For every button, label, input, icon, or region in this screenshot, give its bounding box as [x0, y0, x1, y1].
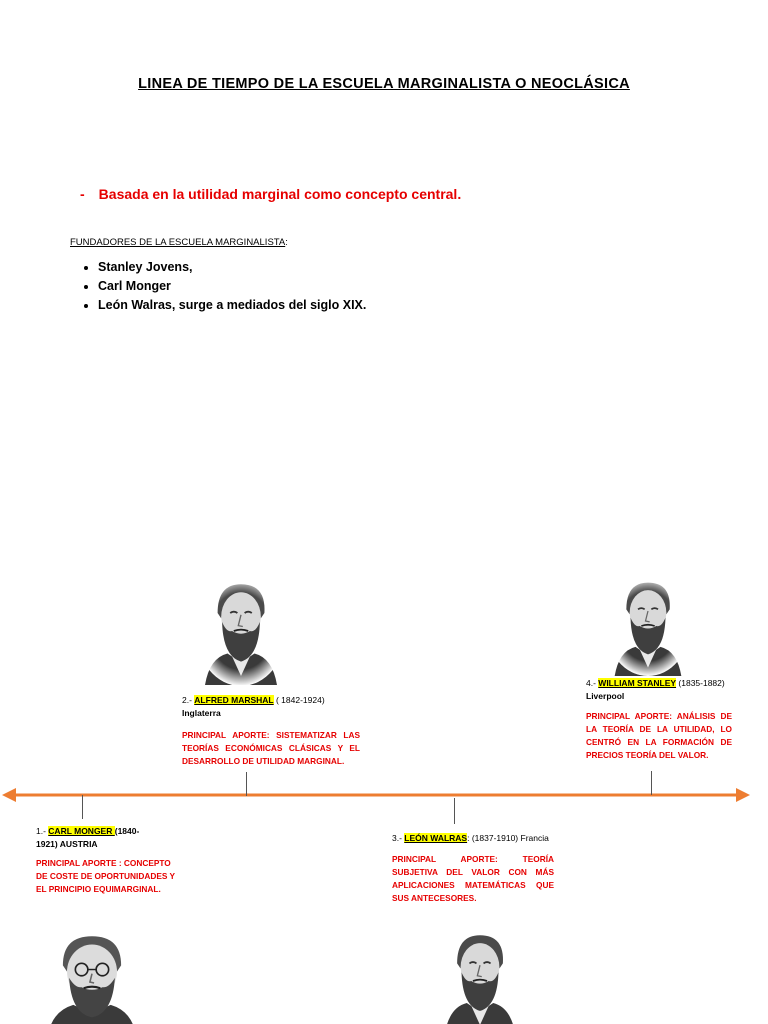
intro-text: Basada en la utilidad marginal como concepto central.	[98, 186, 462, 202]
timeline-entry-4	[586, 677, 756, 703]
entry-place: Liverpool	[586, 691, 625, 701]
founders-heading-text: FUNDADORES DE LA ESCUELA MARGINALISTA	[70, 237, 286, 248]
timeline-tick	[82, 795, 83, 819]
entry-dates: (1840-	[114, 826, 140, 836]
timeline-entry-3	[392, 832, 572, 845]
entry-contribution: PRINCIPAL APORTE : CONCEPTO DE COSTE DE OPORTUNIDADES Y EL PRINCIPIO EQUIMARGINAL.	[36, 858, 175, 894]
entry-number: 2.-	[182, 695, 192, 705]
timeline-tick	[651, 771, 652, 795]
william-stanley-portrait	[606, 576, 690, 676]
timeline-tick	[454, 798, 455, 824]
timeline-tick	[246, 772, 247, 796]
intro-statement	[80, 186, 461, 202]
timeline-entry-1	[36, 825, 166, 851]
founder-item: • León Walras, surge a mediados del siglo XIX.	[98, 296, 366, 315]
timeline-arrow	[0, 784, 768, 806]
entry-name: ALFRED MARSHAL	[194, 695, 274, 705]
founders-list	[78, 258, 366, 315]
intro-dash: -	[80, 186, 85, 202]
entry-dates: ( 1842-1924)	[273, 695, 325, 705]
entry-place: Inglaterra	[182, 708, 221, 718]
entry-header	[36, 825, 166, 838]
entry-number: 1.-	[36, 826, 46, 836]
alfred-marshal-portrait	[196, 576, 286, 686]
page-title: LINEA DE TIEMPO DE LA ESCUELA MARGINALISTA O NEOCLÁSICA	[138, 76, 630, 92]
carl-monger-portrait	[40, 930, 144, 1024]
entry-number: 4.-	[586, 678, 596, 688]
founder-item: • Carl Monger	[98, 277, 366, 296]
entry-dates: : (1837-1910) Francia	[467, 833, 549, 843]
timeline-arrow-right-head	[736, 788, 750, 802]
entry-name: WILLIAM STANLEY	[598, 678, 677, 688]
timeline-arrow-left-head	[2, 788, 16, 802]
entry-contribution: PRINCIPAL APORTE: TEORÍA SUBJETIVA DEL VALOR CON MÁS APLICACIONES MATEMÁTICAS QUE SUS ANTECESORES.	[392, 854, 554, 903]
entry-header	[586, 677, 756, 690]
entry-header	[392, 832, 572, 845]
entry-contribution: PRINCIPAL APORTE: SISTEMATIZAR LAS TEORÍAS ECONÓMICAS CLÁSICAS Y EL DESARROLLO DE UTILIDAD MARGINAL.	[182, 730, 360, 766]
founders-heading	[70, 237, 288, 248]
entry-dates: (1835-1882)	[676, 678, 725, 688]
entry-number: 3.-	[392, 833, 402, 843]
entry-dates-continued: 1921) AUSTRIA	[36, 839, 98, 849]
entry-header	[182, 694, 372, 707]
leon-walras-portrait	[436, 928, 524, 1024]
entry-contribution: PRINCIPAL APORTE: ANÁLISIS DE LA TEORÍA DE LA UTILIDAD, LO CENTRÓ EN LA FORMACIÓN DE PRECIOS TEORÍA DEL VALOR.	[586, 711, 732, 760]
founder-item: • Stanley Jovens,	[98, 258, 366, 277]
timeline-entry-2	[182, 694, 372, 720]
founders-heading-suffix: :	[285, 237, 288, 248]
entry-name: CARL MONGER	[48, 826, 115, 836]
entry-name: LEÓN WALRAS	[404, 833, 468, 843]
